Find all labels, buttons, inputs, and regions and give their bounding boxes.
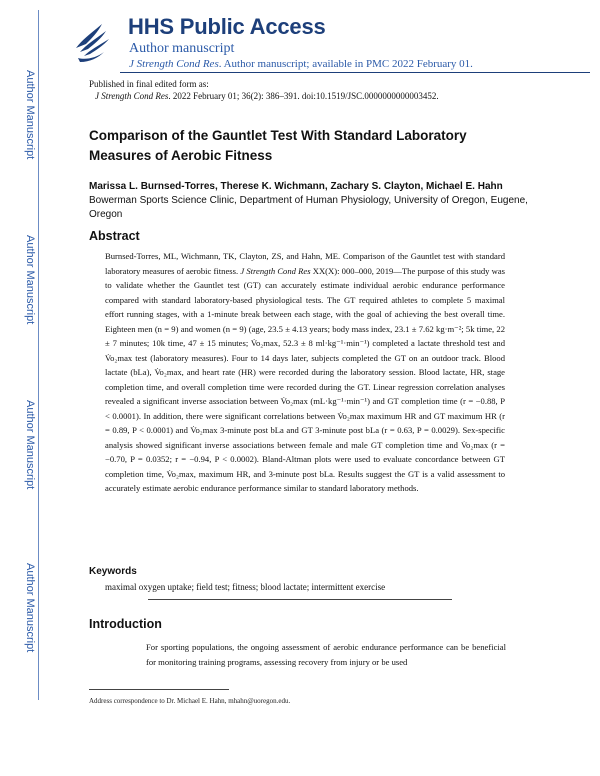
article-authors: Marissa L. Burnsed-Torres, Therese K. Wichmann, Zachary S. Clayton, Michael E. Hahn	[89, 181, 503, 192]
header-journal[interactable]: J Strength Cond Res	[129, 58, 219, 70]
article-title: Comparison of the Gauntlet Test With Standard Laboratory Measures of Aerobic Fitness	[89, 128, 467, 163]
publication-details: . 2022 February 01; 36(2): 386–391. doi:10.1519/JSC.0000000000003452.	[168, 91, 439, 101]
hhs-eagle-logo-icon	[72, 18, 112, 66]
keywords-list: maximal oxygen uptake; field test; fitness; blood lactate; intermittent exercise	[105, 582, 386, 592]
footnote-prefix: Address correspondence to Dr. Michael E. Hahn,	[89, 697, 229, 705]
header-rule	[120, 72, 590, 73]
publication-line1: Published in final edited form as:	[89, 79, 209, 89]
article-affiliation: Bowerman Sports Science Clinic, Department of Human Physiology, University of Oregon, Eugene, Oregon	[89, 195, 528, 220]
abstract-body	[105, 249, 505, 496]
introduction-heading: Introduction	[89, 617, 162, 631]
publication-line2	[89, 90, 439, 102]
footnote	[89, 697, 290, 705]
abstract-text: The purpose of this study was to validate whether the Gauntlet test (GT) can accurately estimate individual aerobic endurance performance compared with standard laboratory-based physiological tests. The GT required athletes to complete 5 maximal effort running stages, with a 1-minute break between each stage, with the goal of achieving the best overall time. Eighteen men (n = 9) and women (n = 9) (age, 23.5 ± 4.13 years; body mass index, 23.1 ± 7.62 kg·m⁻²; 5k time, 22 ± 7 minutes; 10k time, 47 ± 15 minutes; V̇o₂max, 52.3 ± 8 ml·kg⁻¹·min⁻¹) completed a lactate threshold test and V̇o₂max test (laboratory measures). Four to 14 days later, subjects completed the GT on an outdoor track. Blood lactate (bLa), V̇o₂max, and heart rate (HR) were recorded during the laboratory session. Blood lactate, HR, stage completion time, and overall completion time were recorded during the GT. Linear regression correlation analyses revealed a significant inverse association between V̇o₂max (mL·kg⁻¹·min⁻¹) and GT completion time (r = −0.88, P < 0.0001). In addition, there were significant correlations between V̇o₂max maximum HR and GT maximum HR (r = 0.89, P < 0.0001) and V̇o₂max 3-minute post bLa and GT 3-minute post bLa (r = 0.63, P = 0.0029). Sex-specific analysis showed significant inverse associations between female and male GT completion time and V̇o₂max (r = −0.70, P = 0.0352; r = −0.94, P < 0.0002). Bland-Altman plots were used to evaluate concordance between GT completion time, V̇o₂max, maximum HR, and 3-minute post bLa. Results suggest the GT is a valid assessment to accurately estimate aerobic endurance performance similar to standard laboratory methods.	[105, 265, 506, 493]
side-label-author-manuscript-1: Author Manuscript	[24, 70, 36, 160]
abstract-citation-post: XX(X): 000–000, 2019—	[310, 265, 402, 276]
abstract-citation-pre: Burnsed-Torres, ML, Wichmann, TK, Clayton, ZS, and Hahn, ME. Comparison of the Gauntlet test with standard laboratory measures of aerobic fitness.	[105, 251, 505, 276]
side-label-author-manuscript-2: Author Manuscript	[24, 235, 36, 325]
author-manuscript-subtitle: Author manuscript	[129, 41, 235, 56]
header-availability: . Author manuscript; available in PMC 2022 February 01.	[218, 58, 473, 70]
abstract-citation-journal: J Strength Cond Res	[240, 265, 311, 276]
footnote-rule	[89, 689, 229, 690]
side-rule	[38, 10, 39, 700]
header-citation	[129, 58, 473, 70]
keywords-rule	[148, 599, 452, 600]
side-label-author-manuscript-3: Author Manuscript	[24, 400, 36, 490]
footnote-suffix: .	[288, 697, 291, 705]
publication-info	[89, 78, 439, 102]
hhs-public-access-title: HHS Public Access	[128, 14, 326, 39]
abstract-heading: Abstract	[89, 229, 140, 243]
introduction-text: For sporting populations, the ongoing assessment of aerobic endurance performance can be beneficial for monitoring training programs, assessing recovery from injury or be used	[146, 642, 506, 667]
publication-journal: J Strength Cond Res	[95, 91, 169, 101]
side-label-author-manuscript-4: Author Manuscript	[24, 563, 36, 653]
footnote-email-link[interactable]: mhahn@uoregon.edu	[228, 697, 289, 705]
keywords-heading: Keywords	[89, 566, 137, 577]
